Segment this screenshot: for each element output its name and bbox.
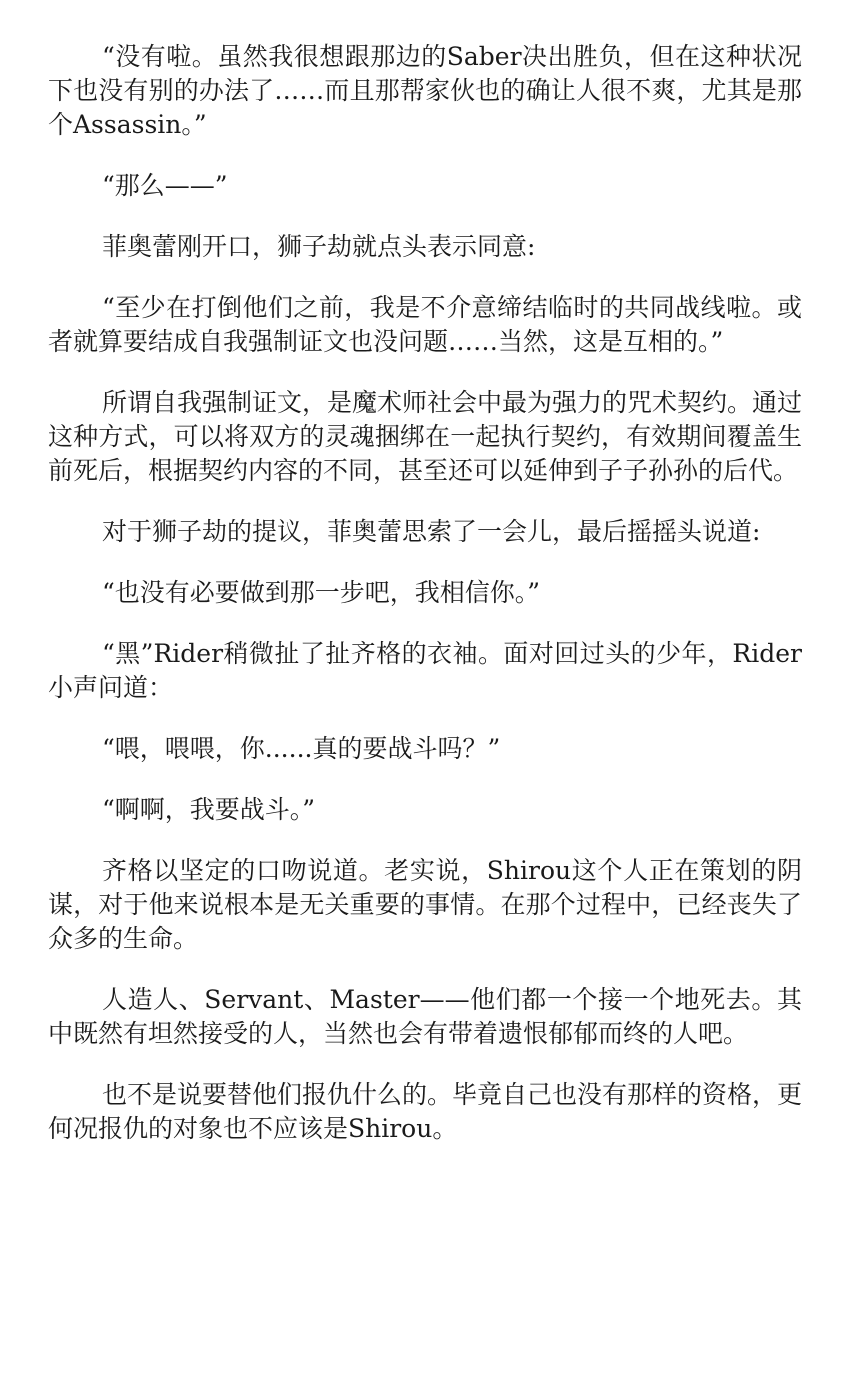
dialogue-paragraph: “啊啊，我要战斗。” [102,795,316,824]
dialogue-paragraph: “那么——” [102,171,228,200]
dialogue-paragraph: “喂，喂喂，你......真的要战斗吗？” [102,734,501,763]
narration-paragraph: 所谓自我强制证文，是魔术师社会中最为强力的咒术契约。通过这种方式，可以将双方的灵魂捆绑在一起执行契约，有效期间覆盖生前死后，根据契约内容的不同，甚至还可以延伸到子子孙孙的后代。 [48,388,803,485]
narration-paragraph: 齐格以坚定的口吻说道。老实说，Shirou这个人正在策划的阴谋，对于他来说根本是无关重要的事情。在那个过程中，已经丧失了众多的生命。 [48,856,802,953]
narration-paragraph: 菲奥蕾刚开口，狮子劫就点头表示同意: [102,232,536,261]
narration-paragraph: 人造人、Servant、Master——他们都一个接一个地死去。其中既然有坦然接受的人，当然也会有带着遗恨郁郁而终的人吧。 [48,985,802,1048]
dialogue-paragraph: “也没有必要做到那一步吧，我相信你。” [102,578,541,607]
narration-paragraph: 对于狮子劫的提议，菲奥蕾思索了一会儿，最后摇摇头说道: [102,517,761,546]
dialogue-paragraph: “至少在打倒他们之前，我是不介意缔结临时的共同战线啦。或者就算要结成自我强制证文也没问题……当然，这是互相的。” [48,293,802,356]
narration-paragraph: “黑”Rider稍微扯了扯齐格的衣袖。面对回过头的少年，Rider小声问道： [48,639,802,702]
narration-paragraph: 也不是说要替他们报仇什么的。毕竟自己也没有那样的资格，更何况报仇的对象也不应该是Shirou。 [48,1080,803,1143]
dialogue-paragraph: “没有啦。虽然我很想跟那边的Saber决出胜负，但在这种状况下也没有别的办法了……而且那帮家伙也的确让人很不爽，尤其是那个Assassin。” [48,42,802,139]
